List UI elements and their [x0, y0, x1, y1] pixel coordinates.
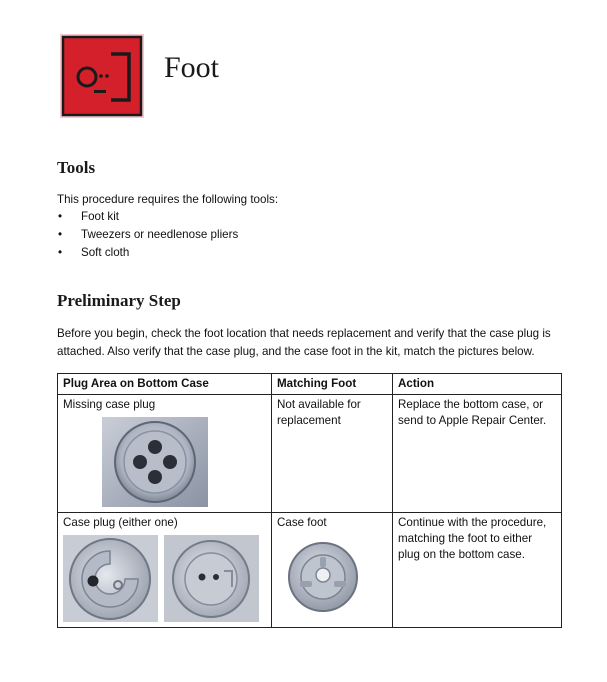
plug-area-label: Missing case plug [63, 398, 156, 411]
table-cell [58, 513, 272, 628]
tool-item-label: Foot kit [81, 210, 120, 223]
table-row [58, 395, 562, 513]
case-plug-photo [63, 535, 158, 622]
plug-photos [63, 535, 266, 622]
matching-foot-label: Case foot [277, 516, 327, 529]
missing-plug-photo [102, 417, 208, 507]
tool-item-label: Tweezers or needlenose pliers [81, 228, 239, 241]
bullet: • [58, 210, 63, 223]
table-cell [58, 395, 272, 513]
column-header: Action [393, 374, 562, 395]
table-cell [272, 395, 393, 513]
table-row [58, 513, 562, 628]
case-plug-photo [164, 535, 259, 622]
table-header-row [58, 374, 562, 395]
list-item [57, 208, 238, 226]
table-cell [272, 513, 393, 628]
matching-foot-label: Not available for replacement [277, 398, 361, 427]
column-header: Plug Area on Bottom Case [58, 374, 272, 395]
column-header: Matching Foot [272, 374, 393, 395]
action-label: Replace the bottom case, or send to Apple Repair Center. [398, 398, 547, 427]
table-cell [393, 395, 562, 513]
tool-item-label: Soft cloth [81, 246, 130, 259]
preliminary-heading: Preliminary Step [57, 291, 181, 310]
list-item [57, 244, 238, 262]
table-cell [393, 513, 562, 628]
tools-heading: Tools [57, 158, 96, 177]
page-title: Foot [164, 51, 220, 84]
case-foot-photo [284, 537, 362, 615]
bullet: • [58, 228, 63, 241]
tool-icon [58, 32, 146, 120]
parts-table [57, 373, 562, 628]
tool-list [57, 208, 238, 262]
list-item [57, 226, 238, 244]
action-label: Continue with the procedure, matching the foot to either plug on the bottom case. [398, 516, 547, 561]
preliminary-text: Before you begin, check the foot location that needs replacement and verify that the case plug is attached. Also verify that the case plug, and the case foot in the kit, match the pictures below. [57, 327, 551, 358]
tools-intro: This procedure requires the following tools: [57, 193, 279, 206]
bullet: • [58, 246, 63, 259]
plug-area-label: Case plug (either one) [63, 516, 178, 529]
